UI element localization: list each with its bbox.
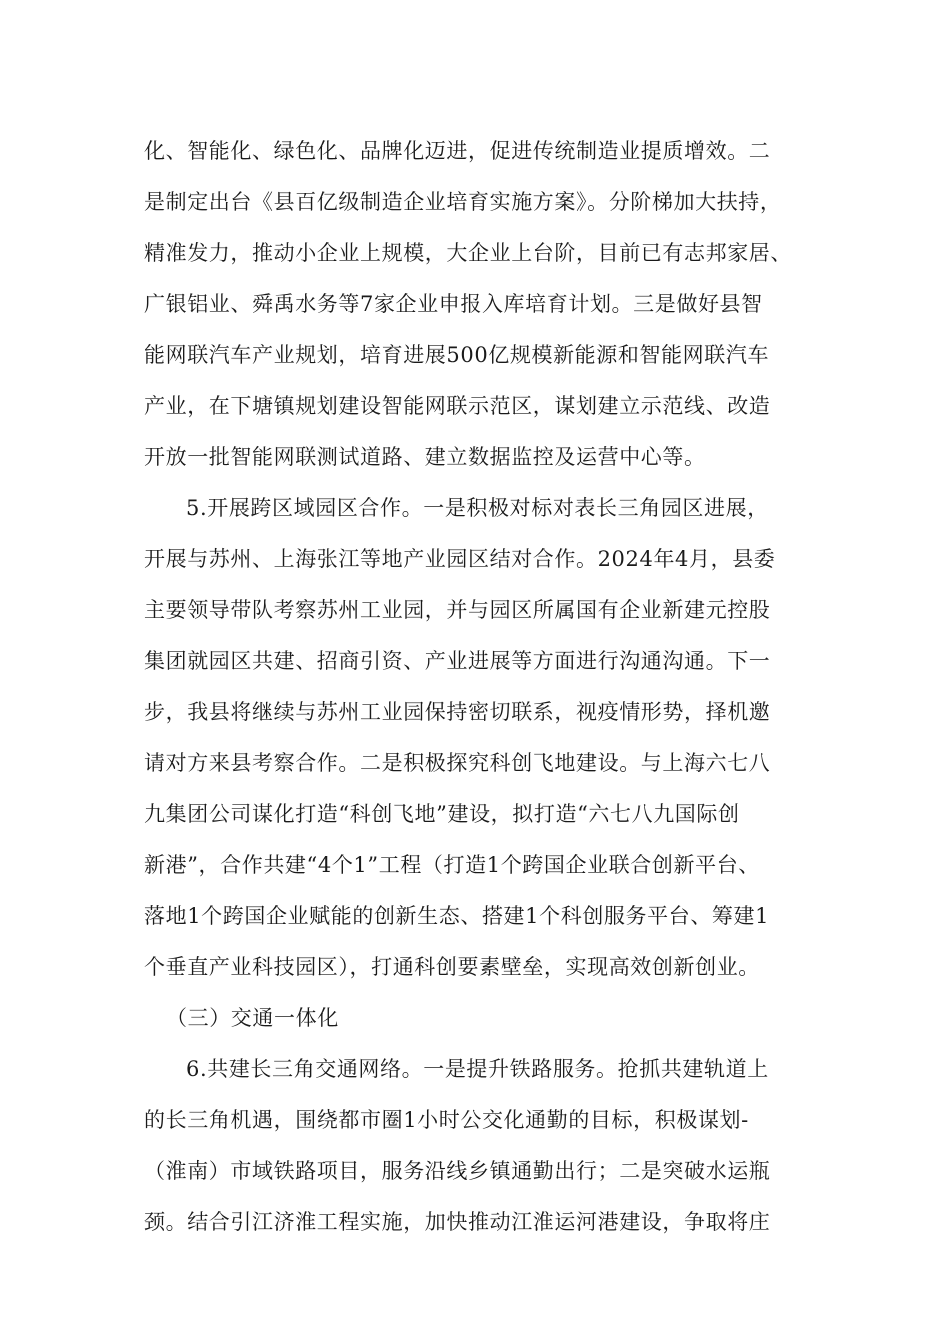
paragraph-line: 开放一批智能网联测试道路、建立数据监控及运营中心等。 <box>144 445 706 469</box>
paragraph-line: 5.开展跨区域园区合作。一是积极对标对表长三角园区进展， <box>186 496 769 520</box>
paragraph-line: 化、智能化、绿色化、品牌化迈进，促进传统制造业提质增效。二 <box>144 139 771 163</box>
paragraph-line: 是制定出台《县百亿级制造企业培育实施方案》。分阶梯加大扶持， <box>144 190 782 214</box>
paragraph-line: 产业，在下塘镇规划建设智能网联示范区，谋划建立示范线、改造 <box>144 394 771 418</box>
paragraph-line: 落地1个跨国企业赋能的创新生态、搭建1个科创服务平台、筹建1 <box>144 904 770 928</box>
section-heading: （三）交通一体化 <box>166 1006 339 1030</box>
paragraph-line: 个垂直产业科技园区），打通科创要素壁垒，实现高效创新创业。 <box>144 955 760 979</box>
paragraph-line: 集团就园区共建、招商引资、产业进展等方面进行沟通沟通。下一 <box>144 649 771 673</box>
paragraph-line: 的长三角机遇，围绕都市圈1小时公交化通勤的目标，积极谋划- <box>144 1108 749 1132</box>
paragraph-line: 请对方来县考察合作。二是积极探究科创飞地建设。与上海六七八 <box>144 751 771 775</box>
paragraph-line: 6.共建长三角交通网络。一是提升铁路服务。抢抓共建轨道上 <box>186 1057 769 1081</box>
paragraph-line: 九集团公司谋化打造“科创飞地”建设，拟打造“六七八九国际创 <box>144 802 740 826</box>
paragraph-line: 步，我县将继续与苏州工业园保持密切联系，视疫情形势，择机邀 <box>144 700 771 724</box>
paragraph-line: 新港”，合作共建“4个1”工程（打造1个跨国企业联合创新平台、 <box>144 853 760 877</box>
paragraph-line: （淮南）市域铁路项目，服务沿线乡镇通勤出行；二是突破水运瓶 <box>144 1159 771 1183</box>
paragraph-line: 主要领导带队考察苏州工业园，并与园区所属国有企业新建元控股 <box>144 598 771 622</box>
paragraph-line: 精准发力，推动小企业上规模，大企业上台阶，目前已有志邦家居、 <box>144 241 792 265</box>
paragraph-line: 开展与苏州、上海张江等地产业园区结对合作。2024年4月，县委 <box>144 547 776 571</box>
paragraph-line: 能网联汽车产业规划，培育进展500亿规模新能源和智能网联汽车 <box>144 343 770 367</box>
paragraph-line: 颈。结合引江济淮工程实施，加快推动江淮运河港建设，争取将庄 <box>144 1210 771 1234</box>
paragraph-line: 广银铝业、舜禹水务等7家企业申报入库培育计划。三是做好县智 <box>144 292 763 316</box>
